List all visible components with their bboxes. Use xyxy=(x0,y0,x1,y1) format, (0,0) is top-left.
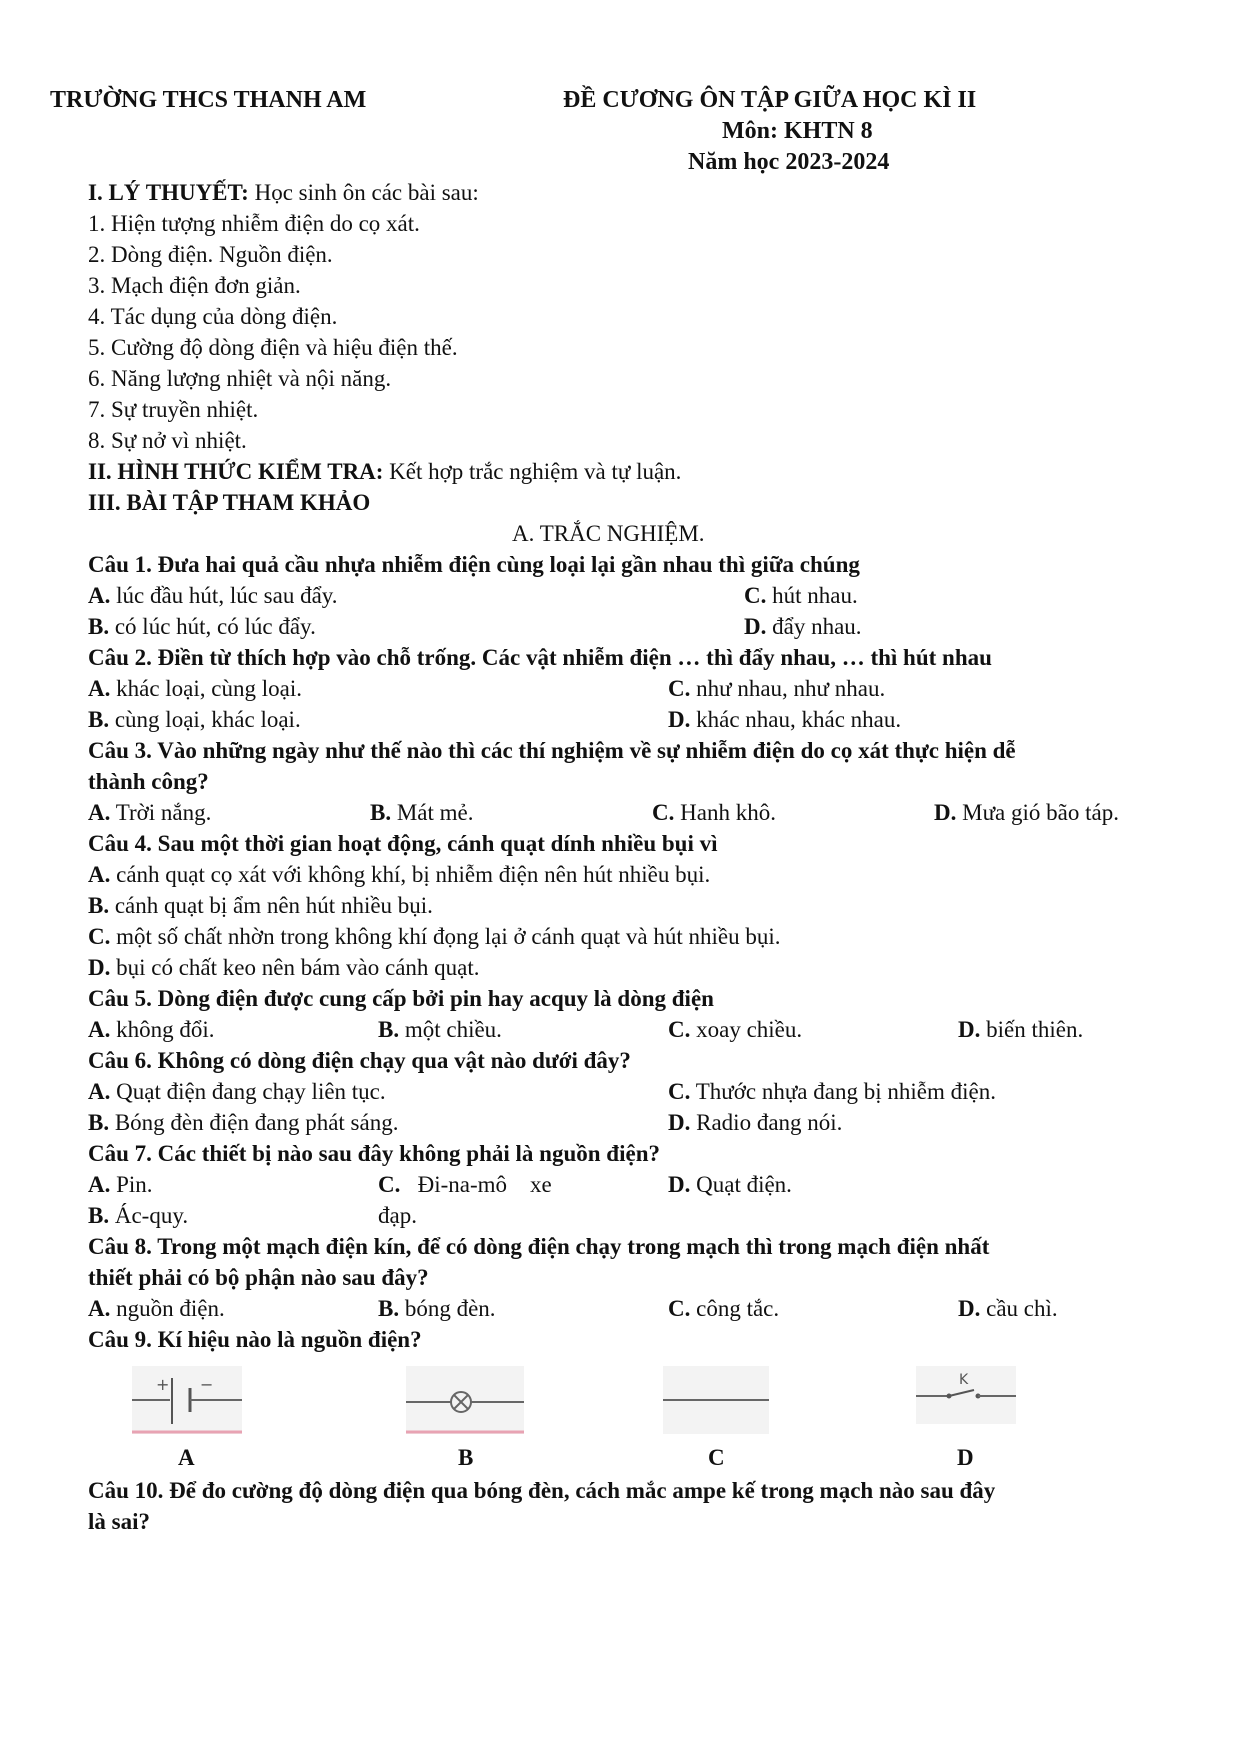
question-1-option-a: A. lúc đầu hút, lúc sau đẩy. xyxy=(88,583,338,608)
question-3-option-d: D. Mưa gió bão táp. xyxy=(934,800,1119,825)
theory-item: 3. Mạch điện đơn giản. xyxy=(88,273,301,298)
question-8-text-cont: thiết phải có bộ phận nào sau đây? xyxy=(88,1265,429,1290)
question-8-option-a: A. nguồn điện. xyxy=(88,1296,225,1321)
question-9-text: Câu 9. Kí hiệu nào là nguồn điện? xyxy=(88,1327,422,1352)
theory-heading: I. LÝ THUYẾT: xyxy=(88,180,249,205)
theory-item: 5. Cường độ dòng điện và hiệu điện thế. xyxy=(88,335,458,360)
question-2-text: Câu 2. Điền từ thích hợp vào chỗ trống. Các vật nhiễm điện … thì đẩy nhau, … thì hút nhau xyxy=(88,645,992,670)
question-5-text: Câu 5. Dòng điện được cung cấp bởi pin hay acquy là dòng điện xyxy=(88,986,714,1011)
question-1-option-d: D. đẩy nhau. xyxy=(744,614,862,639)
figure-label-d: D xyxy=(957,1445,974,1470)
question-4-text: Câu 4. Sau một thời gian hoạt động, cánh quạt dính nhiều bụi vì xyxy=(88,831,718,856)
question-8-option-b: B. bóng đèn. xyxy=(378,1296,496,1321)
multiple-choice-heading: A. TRẮC NGHIỆM. xyxy=(512,521,705,546)
switch-label: K xyxy=(959,1372,969,1388)
theory-item: 1. Hiện tượng nhiễm điện do cọ xát. xyxy=(88,211,420,236)
school-name: TRƯỜNG THCS THANH AM xyxy=(50,87,367,113)
figure-label-c: C xyxy=(708,1445,725,1470)
question-6-option-d: D. Radio đang nói. xyxy=(668,1110,843,1135)
wire-symbol-icon xyxy=(663,1366,769,1434)
question-6-text: Câu 6. Không có dòng điện chạy qua vật nào dưới đây? xyxy=(88,1048,631,1073)
question-2-option-d: D. khác nhau, khác nhau. xyxy=(668,707,902,732)
figure-label-a: A xyxy=(178,1445,195,1470)
question-2-option-a: A. khác loại, cùng loại. xyxy=(88,676,302,701)
exam-form-line xyxy=(88,457,681,487)
question-6-option-a: A. Quạt điện đang chạy liên tục. xyxy=(88,1079,386,1104)
minus-sign: − xyxy=(200,1375,214,1394)
question-5-option-a: A. không đổi. xyxy=(88,1017,215,1042)
question-2-option-b: B. cùng loại, khác loại. xyxy=(88,707,301,732)
question-3-option-a: A. Trời nắng. xyxy=(88,800,212,825)
question-8-text: Câu 8. Trong một mạch điện kín, để có dòng điện chạy trong mạch thì trong mạch điện nhất xyxy=(88,1234,990,1259)
figure-label-b: B xyxy=(458,1445,474,1470)
question-5-option-d: D. biến thiên. xyxy=(958,1017,1084,1042)
question-2-option-c: C. như nhau, như nhau. xyxy=(668,676,886,701)
document-title: ĐỀ CƯƠNG ÔN TẬP GIỮA HỌC KÌ II xyxy=(563,87,977,113)
question-7-option-c-cont: đạp. xyxy=(378,1203,417,1228)
question-4-option-d: D. bụi có chất keo nên bám vào cánh quạt. xyxy=(88,955,480,980)
question-4-option-c: C. một số chất nhờn trong không khí đọng lại ở cánh quạt và hút nhiều bụi. xyxy=(88,924,781,949)
exam-form-heading: II. HÌNH THỨC KIỂM TRA: xyxy=(88,459,384,484)
question-3-text-cont: thành công? xyxy=(88,769,209,794)
school-year: Năm học 2023-2024 xyxy=(688,149,890,175)
question-4-option-a: A. cánh quạt cọ xát với không khí, bị nhiễm điện nên hút nhiều bụi. xyxy=(88,862,711,887)
question-6-option-c: C. Thước nhựa đang bị nhiễm điện. xyxy=(668,1079,996,1104)
question-3-option-b: B. Mát mẻ. xyxy=(370,800,474,825)
battery-symbol-icon xyxy=(132,1366,242,1434)
theory-item: 4. Tác dụng của dòng điện. xyxy=(88,304,338,329)
subject-line: Môn: KHTN 8 xyxy=(722,118,873,144)
question-3-text: Câu 3. Vào những ngày như thế nào thì các thí nghiệm về sự nhiễm điện do cọ xát thực hiện dễ xyxy=(88,738,1016,763)
theory-item: 2. Dòng điện. Nguồn điện. xyxy=(88,242,333,267)
question-7-option-a: A. Pin. xyxy=(88,1172,153,1197)
lamp-symbol-icon xyxy=(406,1366,524,1434)
question-10-text-cont: là sai? xyxy=(88,1509,150,1534)
plus-sign: + xyxy=(156,1375,170,1394)
question-6-option-b: B. Bóng đèn điện đang phát sáng. xyxy=(88,1110,399,1135)
question-8-option-d: D. cầu chì. xyxy=(958,1296,1058,1321)
switch-symbol-icon xyxy=(916,1366,1016,1424)
exam-form-text: Kết hợp trắc nghiệm và tự luận. xyxy=(383,459,682,484)
theory-section-heading xyxy=(88,178,479,208)
question-3-option-c: C. Hanh khô. xyxy=(652,800,776,825)
question-4-option-b: B. cánh quạt bị ẩm nên hút nhiều bụi. xyxy=(88,893,433,918)
question-8-option-c: C. công tắc. xyxy=(668,1296,780,1321)
exercises-heading: III. BÀI TẬP THAM KHẢO xyxy=(88,490,371,515)
question-7-option-c: C. Đi-na-mô xe xyxy=(378,1172,552,1197)
theory-item: 8. Sự nở vì nhiệt. xyxy=(88,428,247,453)
theory-item: 6. Năng lượng nhiệt và nội năng. xyxy=(88,366,392,391)
question-10-text: Câu 10. Để đo cường độ dòng điện qua bóng đèn, cách mắc ampe kế trong mạch nào sau đây xyxy=(88,1478,996,1503)
theory-item: 7. Sự truyền nhiệt. xyxy=(88,397,259,422)
question-7-option-b: B. Ác-quy. xyxy=(88,1203,189,1228)
question-1-text: Câu 1. Đưa hai quả cầu nhựa nhiễm điện cùng loại lại gần nhau thì giữa chúng xyxy=(88,552,860,577)
question-1-option-c: C. hút nhau. xyxy=(744,583,858,608)
question-1-option-b: B. có lúc hút, có lúc đẩy. xyxy=(88,614,316,639)
question-5-option-b: B. một chiều. xyxy=(378,1017,502,1042)
theory-intro: Học sinh ôn các bài sau: xyxy=(248,180,479,205)
question-7-option-d: D. Quạt điện. xyxy=(668,1172,792,1197)
question-7-text: Câu 7. Các thiết bị nào sau đây không phải là nguồn điện? xyxy=(88,1141,660,1166)
question-5-option-c: C. xoay chiều. xyxy=(668,1017,803,1042)
